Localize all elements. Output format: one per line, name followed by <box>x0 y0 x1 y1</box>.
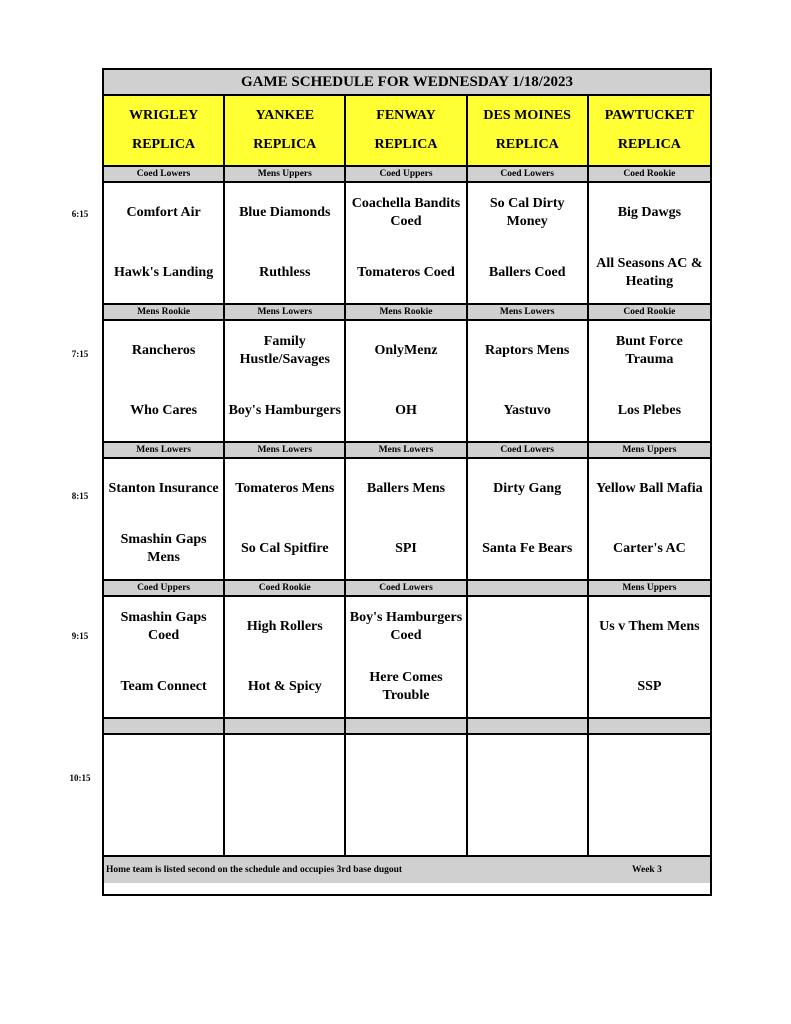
home-team <box>589 795 710 855</box>
division-label: Mens Rookie <box>346 305 467 321</box>
away-team <box>468 735 587 795</box>
home-team <box>468 795 587 855</box>
home-team: Ballers Coed <box>488 265 566 280</box>
division-label <box>346 719 467 735</box>
away-team: Smashin Gaps Coed <box>120 610 207 643</box>
game-cell <box>468 459 589 581</box>
division-label: Coed Lowers <box>104 167 225 183</box>
game-cell <box>225 321 346 443</box>
game-cell <box>589 183 710 305</box>
away-team: Ballers Mens <box>366 481 446 496</box>
home-team: Hawk's Landing <box>113 265 214 280</box>
away-team: Boy's Hamburgers Coed <box>349 610 463 643</box>
away-team <box>346 735 465 795</box>
home-team: Smashin Gaps Mens <box>120 532 207 565</box>
time-label: 8:15 <box>71 491 89 501</box>
away-team: Family Hustle/Savages <box>239 334 330 367</box>
venue-header: YANKEE REPLICA <box>225 96 346 167</box>
game-cell <box>346 597 467 719</box>
game-cell <box>104 459 225 581</box>
home-team: SSP <box>637 679 662 694</box>
away-team: High Rollers <box>246 619 323 634</box>
division-label: Mens Lowers <box>225 305 346 321</box>
away-team: Rancheros <box>131 343 196 358</box>
footer-note: Home team is listed second on the schedule and occupies 3rd base dugout <box>106 865 403 875</box>
time-label: 7:15 <box>71 349 89 359</box>
game-cell <box>589 597 710 719</box>
division-label: Mens Lowers <box>225 443 346 459</box>
away-team <box>589 735 710 795</box>
game-cell <box>346 183 467 305</box>
division-label <box>468 719 589 735</box>
division-label: Mens Uppers <box>589 581 710 597</box>
home-team: Hot & Spicy <box>247 679 322 694</box>
venue-header: FENWAY REPLICA <box>346 96 467 167</box>
game-cell <box>589 735 710 857</box>
away-team: Big Dawgs <box>617 205 682 220</box>
away-team: Us v Them Mens <box>599 619 700 634</box>
home-team: Tomateros Coed <box>357 265 455 280</box>
time-label: 6:15 <box>71 209 89 219</box>
game-cell <box>468 321 589 443</box>
division-label: Coed Rookie <box>225 581 346 597</box>
division-label: Mens Lowers <box>468 305 589 321</box>
game-cell <box>225 459 346 581</box>
game-cell <box>104 597 225 719</box>
division-label: Coed Lowers <box>468 167 589 183</box>
division-label: Mens Uppers <box>589 443 710 459</box>
footer-bar <box>104 857 710 883</box>
division-label: Mens Lowers <box>346 443 467 459</box>
division-label <box>589 719 710 735</box>
game-cell <box>346 321 467 443</box>
away-team: So Cal Dirty Money <box>489 196 565 229</box>
division-label: Mens Uppers <box>225 167 346 183</box>
home-team: So Cal Spitfire <box>240 541 329 556</box>
game-cell <box>346 459 467 581</box>
week-label: Week 3 <box>632 865 662 875</box>
division-label: Coed Lowers <box>346 581 467 597</box>
game-cell <box>589 459 710 581</box>
home-team: Ruthless <box>259 265 311 280</box>
home-team: SPI <box>395 541 417 556</box>
home-team <box>104 795 223 855</box>
home-team: Here Comes Trouble <box>369 670 443 703</box>
away-team: Blue Diamonds <box>239 205 331 220</box>
division-label <box>104 719 225 735</box>
game-cell <box>225 735 346 857</box>
game-cell <box>468 183 589 305</box>
home-team <box>346 795 465 855</box>
away-team <box>225 735 344 795</box>
game-cell <box>468 597 589 719</box>
division-label: Coed Rookie <box>589 305 710 321</box>
venue-header: WRIGLEY REPLICA <box>104 96 225 167</box>
division-label <box>225 719 346 735</box>
home-team: Yastuvo <box>503 403 551 418</box>
home-team: Santa Fe Bears <box>482 541 573 556</box>
game-cell <box>346 735 467 857</box>
away-team: Raptors Mens <box>485 343 570 358</box>
game-cell <box>104 735 225 857</box>
home-team: OH <box>395 403 417 418</box>
home-team: Who Cares <box>130 403 198 418</box>
away-team: OnlyMenz <box>374 343 438 358</box>
division-label: Coed Rookie <box>589 167 710 183</box>
away-team <box>468 597 587 657</box>
schedule-title: GAME SCHEDULE FOR WEDNESDAY 1/18/2023 <box>104 70 710 96</box>
home-team: All Seasons AC & Heating <box>596 256 703 289</box>
division-label: Coed Uppers <box>346 167 467 183</box>
away-team: Coachella Bandits Coed <box>351 196 461 229</box>
game-cell <box>225 597 346 719</box>
away-team: Comfort Air <box>126 205 201 220</box>
division-label: Mens Lowers <box>104 443 225 459</box>
away-team: Tomateros Mens <box>235 481 335 496</box>
home-team: Team Connect <box>120 679 207 694</box>
venue-header: PAWTUCKET REPLICA <box>589 96 710 167</box>
home-team <box>225 795 344 855</box>
away-team: Stanton Insurance <box>108 481 219 496</box>
away-team <box>104 735 223 795</box>
game-cell <box>104 321 225 443</box>
game-cell <box>468 735 589 857</box>
home-team: Los Plebes <box>617 403 682 418</box>
home-team <box>468 657 587 717</box>
division-label: Coed Lowers <box>468 443 589 459</box>
home-team: Carter's AC <box>613 541 686 556</box>
division-label <box>468 581 589 597</box>
away-team: Yellow Ball Mafia <box>596 481 703 496</box>
division-label: Coed Uppers <box>104 581 225 597</box>
away-team: Dirty Gang <box>493 481 562 496</box>
game-cell <box>104 183 225 305</box>
home-team: Boy's Hamburgers <box>228 403 341 418</box>
schedule-table <box>102 68 712 896</box>
away-team: Bunt Force Trauma <box>615 334 683 367</box>
division-label: Mens Rookie <box>104 305 225 321</box>
time-label: 9:15 <box>71 631 89 641</box>
game-cell <box>589 321 710 443</box>
venue-header: DES MOINES REPLICA <box>468 96 589 167</box>
time-label: 10:15 <box>69 773 91 783</box>
game-cell <box>225 183 346 305</box>
